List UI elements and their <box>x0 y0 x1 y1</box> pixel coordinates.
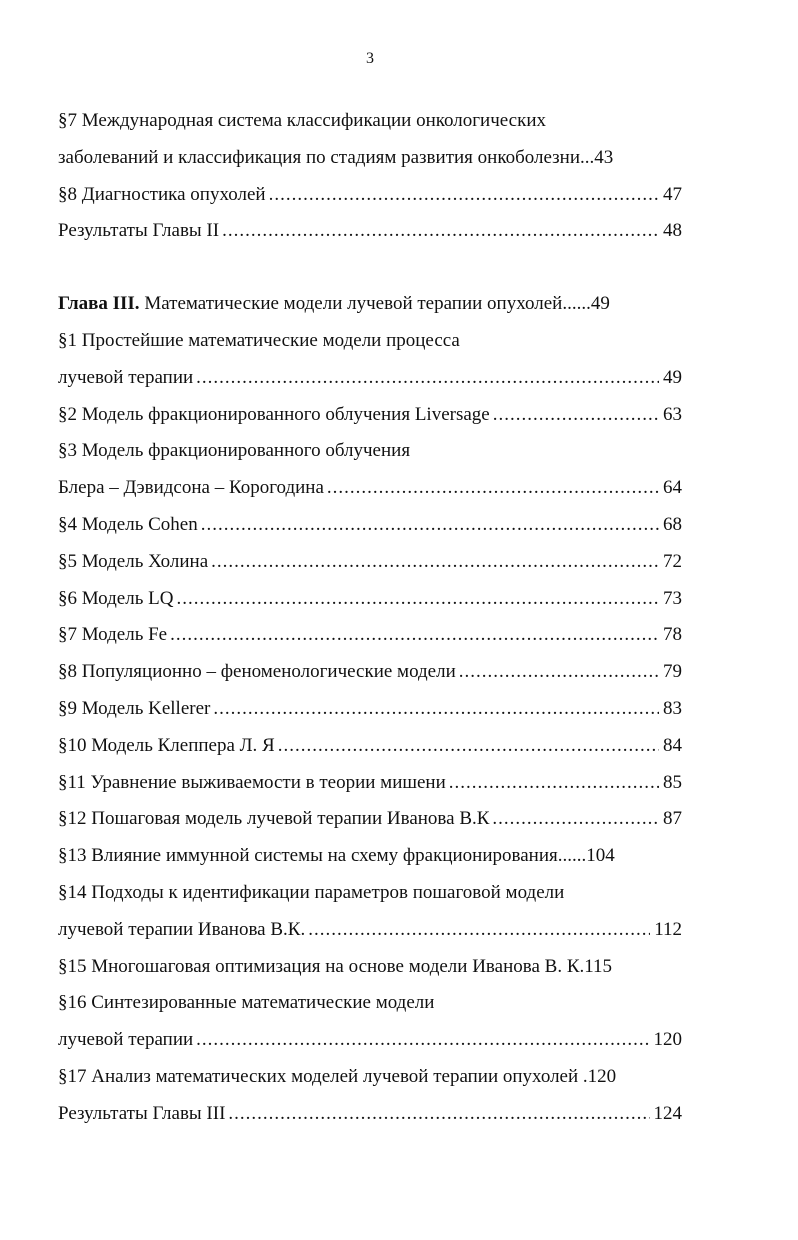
toc-entry-page: 87 <box>663 808 682 830</box>
toc-entry-line: §14 Подходы к идентификации параметров пошаговой модели <box>58 881 565 903</box>
dot-leader <box>327 470 659 507</box>
dot-leader <box>449 765 659 802</box>
toc-entry <box>58 581 682 618</box>
toc-entry-label: §8 Диагностика опухолей <box>58 183 266 205</box>
dot-leader <box>196 360 659 397</box>
toc-entry <box>58 213 682 250</box>
toc-entry-page: 73 <box>663 587 682 609</box>
toc-entry-page: 120 <box>653 1029 682 1051</box>
toc-entry-label: §6 Модель LQ <box>58 587 174 609</box>
dot-leader <box>176 581 659 618</box>
toc-entry <box>58 654 682 691</box>
toc-entry-label: §9 Модель Kellerer <box>58 697 211 719</box>
toc-entry-label: §10 Модель Клеппера Л. Я <box>58 734 275 756</box>
toc-entry-page: 84 <box>663 734 682 756</box>
toc-entry <box>58 765 682 802</box>
toc-entry-page: 72 <box>663 550 682 572</box>
toc-entry-line: §16 Синтезированные математические модели <box>58 992 435 1014</box>
toc-entry <box>58 1096 682 1133</box>
toc-entry-line: §3 Модель фракционированного облучения <box>58 440 411 462</box>
dot-leader <box>308 912 650 949</box>
toc-entry <box>58 177 682 214</box>
toc-entry-label: Результаты Главы III <box>58 1102 226 1124</box>
toc-section-chapter-3 <box>58 323 682 1133</box>
toc-entry-page: 49 <box>663 366 682 388</box>
toc-entry-label: лучевой терапии <box>58 366 194 388</box>
toc-entry-page: 79 <box>663 661 682 683</box>
toc-section-chapter-2-tail <box>58 103 682 250</box>
toc-entry <box>58 691 682 728</box>
dot-leader <box>492 801 659 838</box>
page-number: 3 <box>366 50 374 67</box>
toc-entry <box>58 544 682 581</box>
toc-entry <box>58 801 682 838</box>
toc-entry-label: §13 Влияние иммунной системы на схему фракционирования <box>58 845 558 867</box>
dot-leader <box>211 544 659 581</box>
toc-entry <box>58 912 682 949</box>
dot-leader <box>201 507 659 544</box>
toc-entry-label: лучевой терапии Иванова В.К. <box>58 918 306 940</box>
toc-entry-page: ......104 <box>557 845 615 867</box>
toc-entry-label: §8 Популяционно – феноменологические модели <box>58 661 456 683</box>
table-of-contents <box>58 103 682 1133</box>
toc-entry-label: заболеваний и классификация по стадиям развития онкоболезни <box>58 146 580 168</box>
toc-entry-line: §15 Многошаговая оптимизация на основе модели Иванова В. К.115 <box>58 955 613 977</box>
toc-entry-page: 124 <box>653 1102 682 1124</box>
toc-entry-label: лучевой терапии <box>58 1029 194 1051</box>
toc-entry-page: 48 <box>663 220 682 242</box>
toc-entry-label: §5 Модель Холина <box>58 550 209 572</box>
toc-entry-page: ...43 <box>580 146 614 168</box>
toc-entry-line: §17 Анализ математических моделей лучевой терапии опухолей .120 <box>58 1065 617 1087</box>
toc-entry <box>58 397 682 434</box>
dot-leader <box>228 1096 649 1133</box>
chapter-number: Глава III. <box>58 293 140 315</box>
dot-leader <box>269 177 659 214</box>
toc-entry-label: §11 Уравнение выживаемости в теории мишени <box>58 771 446 793</box>
dot-leader <box>493 397 659 434</box>
section-gap <box>58 250 682 286</box>
dot-leader <box>278 728 659 765</box>
toc-entry <box>58 617 682 654</box>
toc-entry-label: §2 Модель фракционированного облучения Liversage <box>58 403 490 425</box>
toc-chapter-heading <box>58 286 682 323</box>
toc-entry-label: §7 Модель Fe <box>58 624 168 646</box>
toc-entry-page: 47 <box>663 183 682 205</box>
toc-entry-label: Блера – Дэвидсона – Корогодина <box>58 477 324 499</box>
toc-entry-line: §7 Международная система классификации онкологических <box>58 110 546 131</box>
toc-entry <box>58 838 682 875</box>
toc-entry <box>58 507 682 544</box>
dot-leader <box>170 617 659 654</box>
toc-entry-label <box>58 286 562 323</box>
toc-entry-page: ......49 <box>562 293 610 315</box>
toc-entry-page: 64 <box>663 477 682 499</box>
toc-entry <box>58 360 682 397</box>
toc-entry-page: 68 <box>663 513 682 535</box>
toc-entry-page: 78 <box>663 624 682 646</box>
toc-entry <box>58 140 682 177</box>
dot-leader <box>459 654 659 691</box>
toc-entry-page: 83 <box>663 697 682 719</box>
toc-entry-line: §1 Простейшие математические модели процесса <box>58 329 460 351</box>
toc-entry-label: §12 Пошаговая модель лучевой терапии Иванова В.К <box>58 808 490 830</box>
toc-entry <box>58 470 682 507</box>
dot-leader <box>196 1022 649 1059</box>
toc-entry-label: §4 Модель Cohen <box>58 513 198 535</box>
toc-entry-page: 85 <box>663 771 682 793</box>
toc-entry <box>58 728 682 765</box>
toc-entry <box>58 1022 682 1059</box>
dot-leader <box>222 213 659 250</box>
toc-entry-label: Результаты Главы II <box>58 220 220 242</box>
toc-entry-page: 63 <box>663 403 682 425</box>
chapter-title: Математические модели лучевой терапии опухолей <box>139 293 563 315</box>
toc-entry-page: 112 <box>654 918 682 940</box>
dot-leader <box>213 691 659 728</box>
